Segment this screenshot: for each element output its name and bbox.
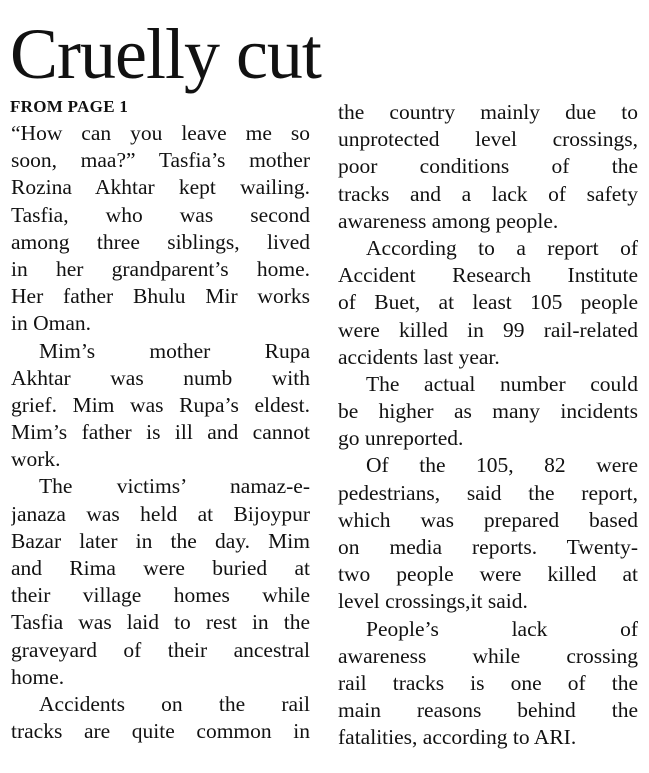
text-line: Rozina Akhtar kept wailing.	[11, 175, 310, 200]
text-line: the country mainly due to	[338, 100, 638, 124]
text-line: According to a report of	[366, 235, 638, 260]
text-line: The victims’ namaz-e-	[39, 474, 310, 499]
text-line: tracks are quite common in	[11, 719, 310, 744]
text-line: be higher as many incidents	[338, 399, 638, 424]
text-line: among three siblings, lived	[11, 229, 310, 254]
text-line: on media reports. Twenty-	[338, 535, 638, 559]
text-line: pedestrians, said the report,	[338, 480, 638, 505]
text-line: awareness while crossing	[338, 643, 638, 668]
text-line: janaza was held at Bijoypur	[11, 501, 310, 526]
text-line: Of the 105, 82 were	[366, 453, 638, 478]
text-line: were killed in 99 rail-related	[338, 317, 638, 342]
headline: Cruelly cut	[10, 14, 321, 94]
text-line: in her grandparent’s home.	[11, 256, 310, 281]
text-line: graveyard of their ancestral	[11, 637, 310, 662]
left-column	[11, 120, 310, 745]
text-line: which was prepared based	[338, 507, 638, 532]
text-line: Her father Bhulu Mir works	[11, 284, 310, 309]
text-line: Mim’s mother Rupa	[39, 338, 310, 363]
text-line: main reasons behind the	[338, 698, 638, 723]
text-line: awareness among people.	[338, 208, 559, 233]
text-line: work.	[11, 447, 61, 472]
text-line: The actual number could	[366, 371, 638, 396]
text-line: go unreported.	[338, 426, 464, 451]
text-line: Tasfia was laid to rest in the	[11, 610, 310, 635]
text-line: poor conditions of the	[338, 154, 638, 179]
text-line: Akhtar was numb with	[11, 365, 310, 390]
text-line: “How can you leave me so	[11, 121, 310, 145]
text-line: grief. Mim was Rupa’s eldest.	[11, 392, 310, 417]
text-line: Bazar later in the day. Mim	[11, 528, 310, 553]
text-line: of Buet, at least 105 people	[338, 290, 638, 315]
right-column	[338, 99, 638, 752]
text-line: in Oman.	[11, 311, 92, 336]
text-line: fatalities, according to ARI.	[338, 725, 577, 750]
text-line: Accidents on the rail	[39, 691, 310, 716]
jump-line: FROM PAGE 1	[10, 97, 129, 116]
text-line: two people were killed at	[338, 562, 638, 587]
text-line: their village homes while	[11, 583, 310, 608]
text-line: Accident Research Institute	[338, 263, 638, 288]
text-line: Mim’s father is ill and cannot	[11, 420, 310, 445]
text-line: tracks and a lack of safety	[338, 181, 638, 206]
text-line: Tasfia, who was second	[11, 202, 310, 227]
text-line: home.	[11, 664, 65, 689]
text-line: and Rima were buried at	[11, 556, 310, 580]
text-line: People’s lack of	[366, 616, 638, 641]
text-line: soon, maa?” Tasfia’s mother	[11, 148, 310, 173]
text-line: accidents last year.	[338, 344, 500, 369]
text-line: rail tracks is one of the	[338, 670, 638, 695]
text-line: unprotected level crossings,	[338, 127, 638, 152]
text-line: level crossings,it said.	[338, 589, 528, 614]
